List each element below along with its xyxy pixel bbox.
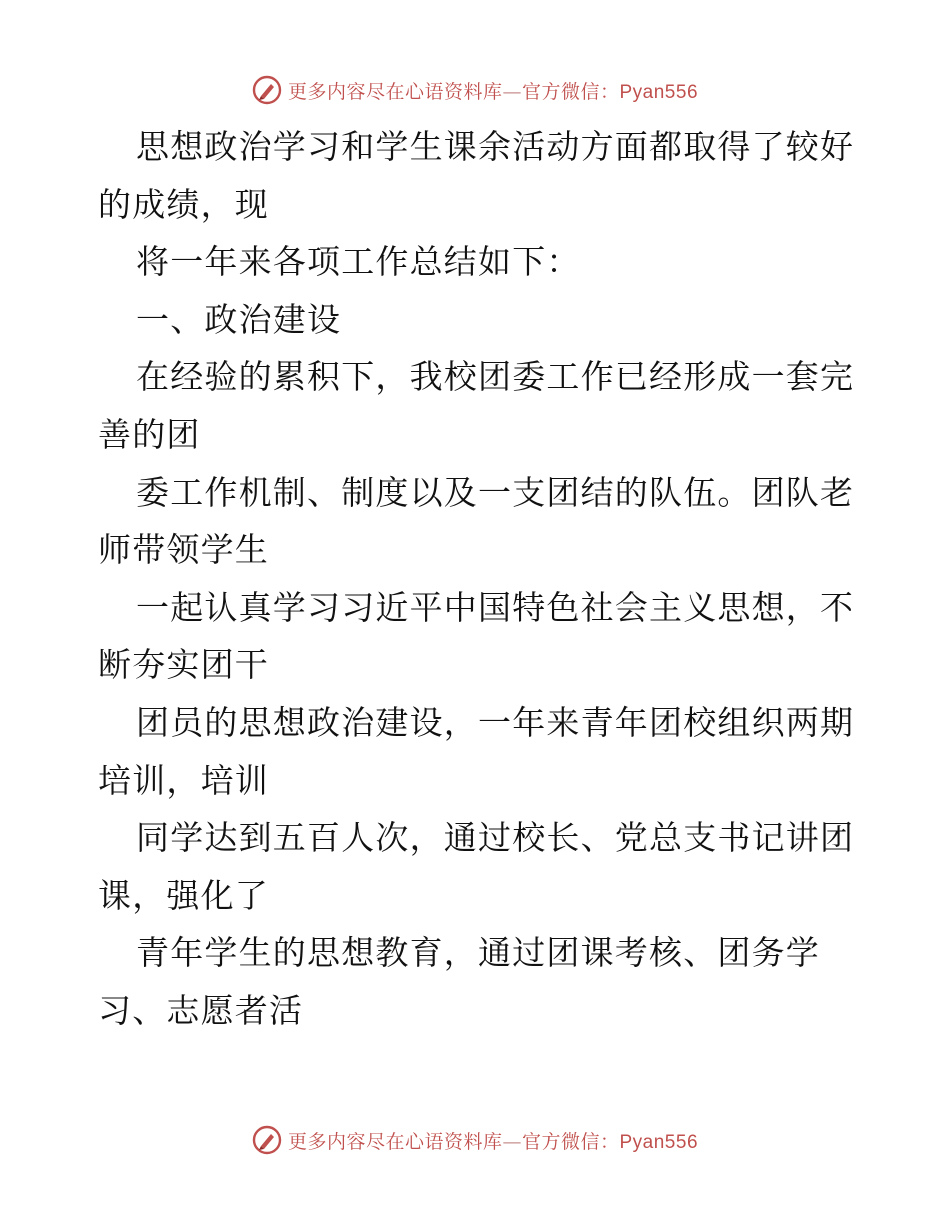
header-watermark — [0, 70, 950, 110]
document-body — [98, 118, 858, 1040]
footer-watermark — [0, 1120, 950, 1160]
paragraph: 委工作机制、制度以及一支团结的队伍。团队老师带领学生 — [98, 472, 855, 570]
pen-logo-icon — [252, 1125, 282, 1155]
watermark-separator: — — [502, 80, 522, 103]
section-heading: 一、政治建设 — [136, 299, 342, 339]
paragraph: 在经验的累积下，我校团委工作已经形成一套完善的团 — [98, 357, 855, 454]
paragraph: 思想政治学习和学生课余活动方面都取得了较好的成绩，现 — [98, 127, 855, 224]
watermark-wechat-id: Pyan556 — [619, 1131, 699, 1153]
watermark-site-text: 更多内容尽在心语资料库 — [287, 80, 503, 103]
pen-logo-icon — [252, 75, 282, 105]
paragraph: 一起认真学习习近平中国特色社会主义思想，不断夯实团干 — [98, 587, 855, 685]
watermark-wechat-id: Pyan556 — [619, 81, 699, 103]
paragraph: 青年学生的思想教育，通过团课考核、团务学习、志愿者活 — [98, 933, 820, 1030]
watermark-wechat-label: 官方微信： — [521, 80, 620, 103]
watermark-separator: — — [502, 1130, 522, 1153]
watermark-site-text: 更多内容尽在心语资料库 — [287, 1130, 503, 1153]
watermark-wechat-label: 官方微信： — [521, 1130, 620, 1153]
paragraph: 将一年来各项工作总结如下： — [136, 242, 581, 282]
paragraph: 团员的思想政治建设，一年来青年团校组织两期培训，培训 — [98, 702, 855, 800]
paragraph: 同学达到五百人次，通过校长、党总支书记讲团课，强化了 — [98, 818, 855, 915]
